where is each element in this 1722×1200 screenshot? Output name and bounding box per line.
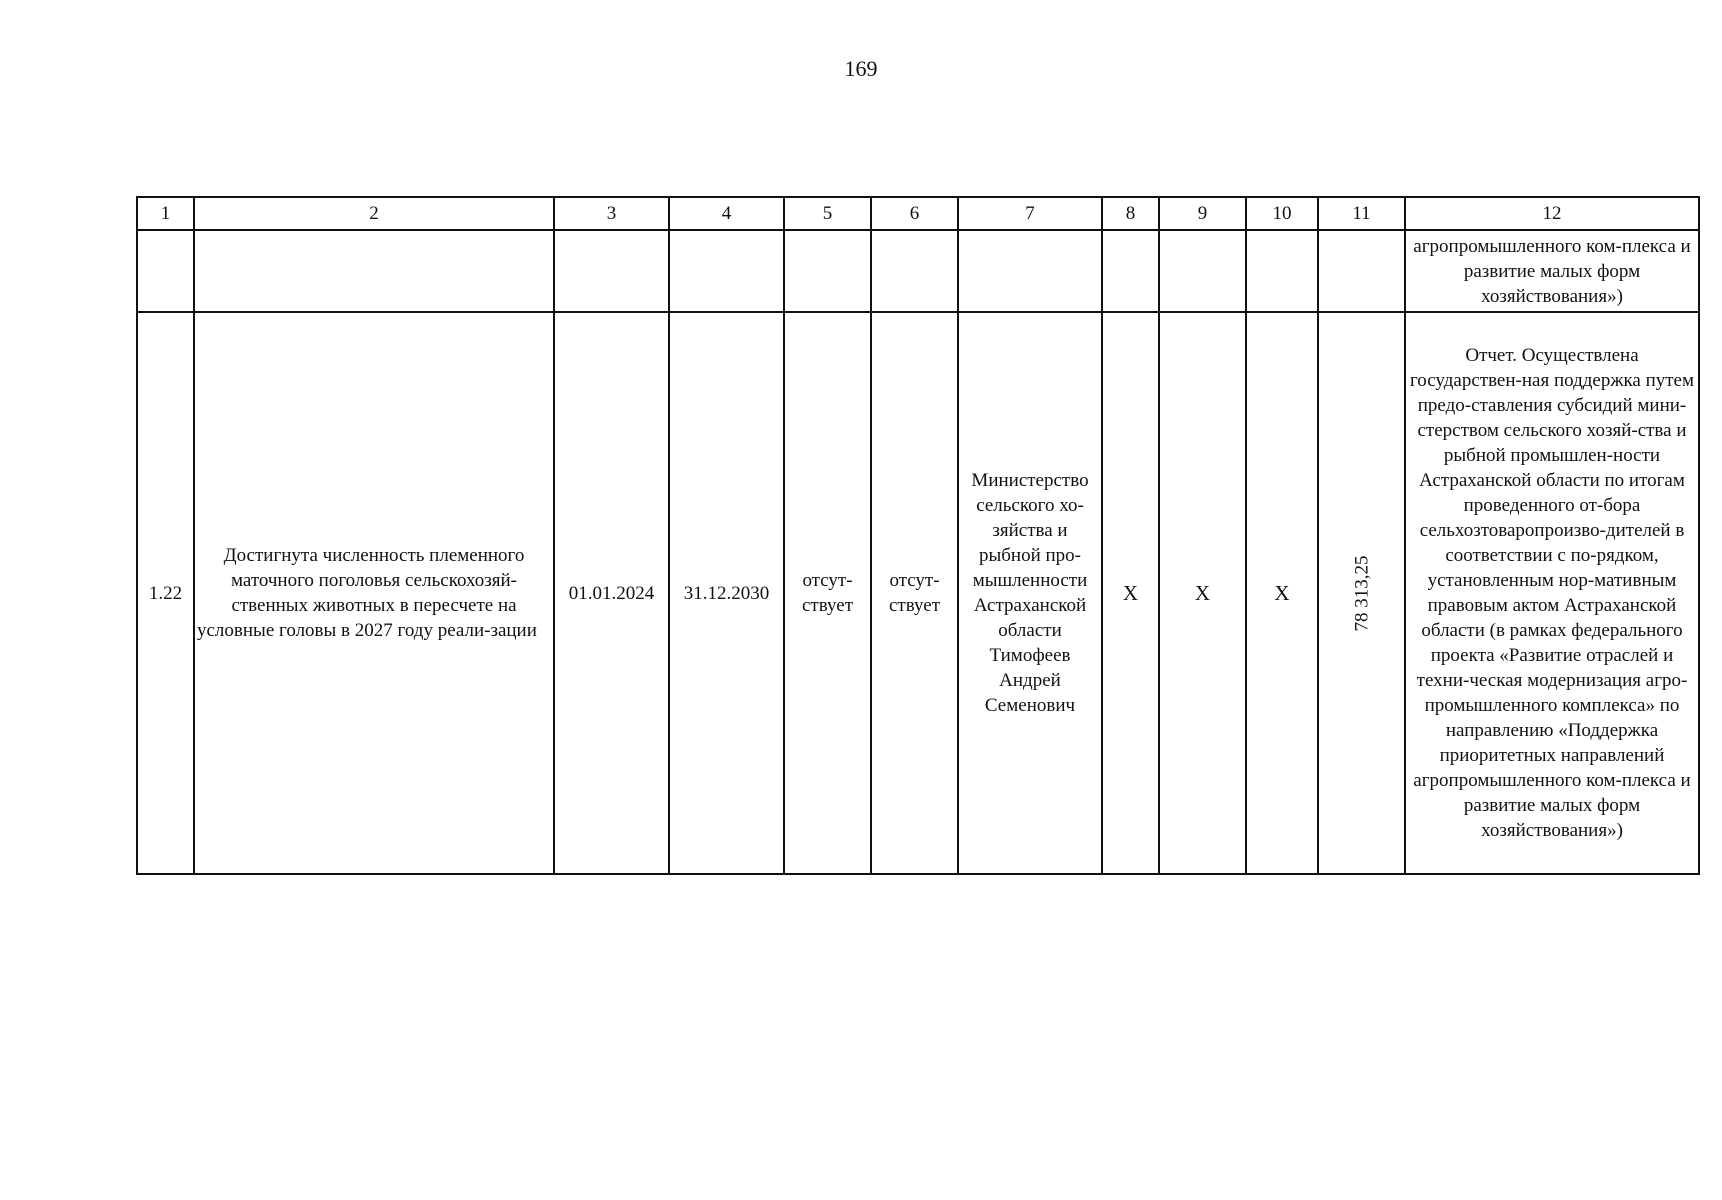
result-description: Отчет. Осуществлена государствен-ная поддержка путем предо-ставления субсидий мини-стерством сельского хозяй-ства и рыбной промышлен-ности Астраханской области по итогам проведенного от-бора сельхозтоваропроизво-дителей в соответствии с по-рядком, установленным нор-мативным правовым актом Астраханской области (в рамках федерального проекта «Развитие отраслей и техни-ческая модернизация агро-промышленного комплекса» по направлению «Поддержка приоритетных направлений агропромышленного ком-плекса и развитие малых форм хозяйствования») — [1405, 312, 1699, 874]
row-number: 1.22 — [137, 312, 194, 874]
start-date: 01.01.2024 — [554, 312, 669, 874]
column-6-value: отсут-ствует — [871, 312, 958, 874]
funding-amount-cell — [1318, 312, 1405, 874]
column-number-cell: 12 — [1405, 197, 1699, 230]
page-number: 169 — [844, 56, 878, 81]
end-date: 31.12.2030 — [669, 312, 784, 874]
empty-cell — [194, 230, 554, 312]
event-description: Достигнута численность племенного маточного поголовья сельскохозяй-ственных животных в пересчете на условные головы в 2027 году реали-зации — [194, 312, 554, 874]
column-number-cell: 9 — [1159, 197, 1246, 230]
empty-cell — [554, 230, 669, 312]
empty-cell — [958, 230, 1102, 312]
empty-cell — [1159, 230, 1246, 312]
column-number-cell: 10 — [1246, 197, 1318, 230]
empty-cell — [1246, 230, 1318, 312]
empty-cell — [137, 230, 194, 312]
empty-cell — [1318, 230, 1405, 312]
column-number-cell: 5 — [784, 197, 871, 230]
column-number-cell: 8 — [1102, 197, 1159, 230]
empty-cell — [871, 230, 958, 312]
column-number-cell: 7 — [958, 197, 1102, 230]
empty-cell — [669, 230, 784, 312]
program-table — [136, 196, 1700, 875]
column-5-value: отсут-ствует — [784, 312, 871, 874]
column-number-cell: 6 — [871, 197, 958, 230]
table-row — [137, 312, 1699, 874]
column-number-cell: 4 — [669, 197, 784, 230]
empty-cell — [784, 230, 871, 312]
column-9-mark: Х — [1159, 312, 1246, 874]
column-number-cell: 11 — [1318, 197, 1405, 230]
column-10-mark: Х — [1246, 312, 1318, 874]
column-number-cell: 2 — [194, 197, 554, 230]
column-8-mark: Х — [1102, 312, 1159, 874]
continuation-result-text: агропромышленного ком-плекса и развитие малых форм хозяйствования») — [1405, 230, 1699, 312]
column-number-row — [137, 197, 1699, 230]
funding-amount: 78 313,25 — [1351, 555, 1372, 631]
continuation-row — [137, 230, 1699, 312]
empty-cell — [1102, 230, 1159, 312]
column-number-cell: 1 — [137, 197, 194, 230]
column-number-cell: 3 — [554, 197, 669, 230]
responsible-executor: Министерство сельского хо-зяйства и рыбной про-мышленности Астраханской области Тимофеев Андрей Семенович — [958, 312, 1102, 874]
